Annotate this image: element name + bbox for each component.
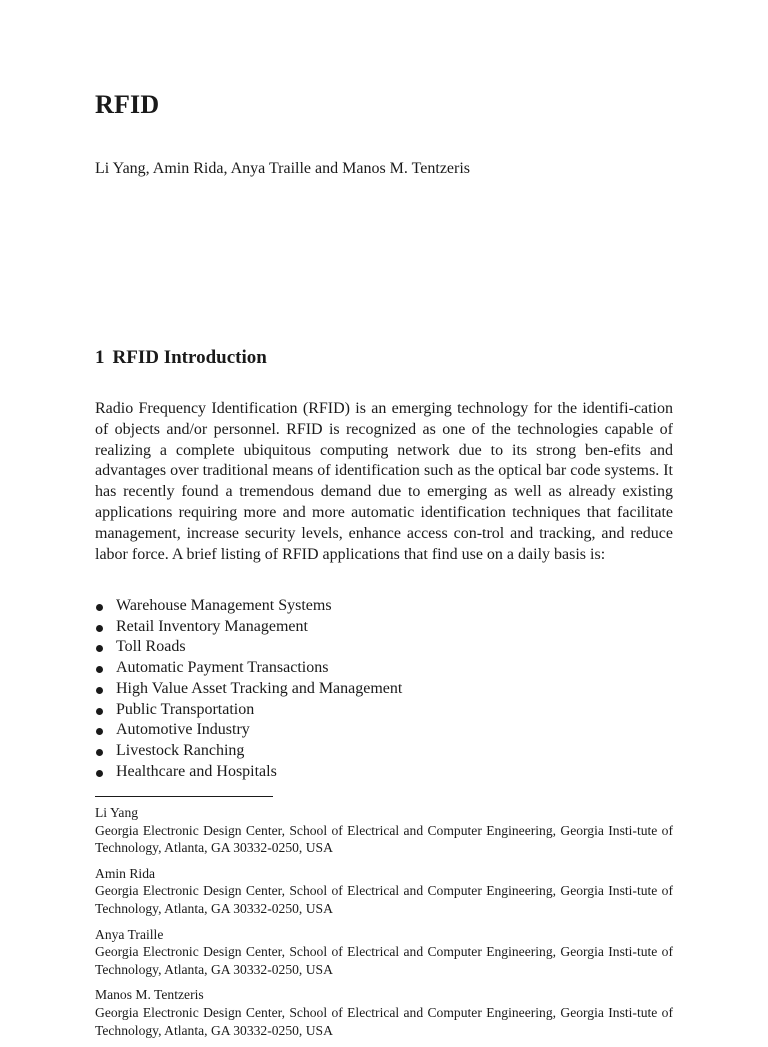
list-item — [95, 617, 402, 638]
list-item-label: Public Transportation — [116, 700, 255, 718]
affiliation-author: Manos M. Tentzeris — [95, 987, 204, 1003]
list-item-label: Retail Inventory Management — [116, 617, 308, 635]
bullet-icon — [96, 604, 103, 611]
list-item — [95, 700, 402, 721]
list-item-label: Warehouse Management Systems — [116, 597, 332, 614]
list-item-label: High Value Asset Tracking and Management — [116, 679, 403, 697]
list-item-label: Livestock Ranching — [116, 741, 245, 759]
affiliation-organization: Georgia Electronic Design Center, School of Electrical and Computer Engineering, Georgia Insti-tute of Technology, Atlanta, GA 30332-0250, USA — [95, 1004, 673, 1038]
intro-paragraph: Radio Frequency Identification (RFID) is an emerging technology for the identifi-cation of objects and/or personnel. RFID is recognized as one of the technologies capable of realizing a complete ubiquitous computing network due to its strong ben-efits and advantages over traditional means of identification such as the optical bar code systems. It has recently found a tremendous demand due to emerging as well as already existing applications requiring more and more automatic identification techniques that facilitate management, increase security levels, enhance access con-trol and tracking, and reduce labor force. A brief listing of RFID applications that find use on a daily basis is: — [95, 400, 673, 563]
list-item — [95, 762, 402, 783]
bullet-icon — [96, 770, 103, 777]
affiliation-entry — [95, 804, 673, 857]
affiliation-footnotes — [95, 804, 673, 1047]
section-heading — [95, 347, 267, 369]
affiliation-organization: Georgia Electronic Design Center, School of Electrical and Computer Engineering, Georgia Insti-tute of Technology, Atlanta, GA 30332-0250, USA — [95, 883, 673, 916]
bullet-icon — [96, 666, 103, 673]
bullet-icon — [96, 687, 103, 694]
application-list — [95, 596, 402, 782]
affiliation-author: Li Yang — [95, 805, 139, 820]
list-item — [95, 741, 402, 762]
affiliation-organization: Georgia Electronic Design Center, School of Electrical and Computer Engineering, Georgia Insti-tute of Technology, Atlanta, GA 30332-0250, USA — [95, 822, 673, 856]
list-item — [95, 596, 402, 617]
footnote-divider — [95, 796, 273, 797]
affiliation-entry — [95, 926, 673, 979]
list-item — [95, 658, 402, 679]
author-list: Li Yang, Amin Rida, Anya Traille and Manos M. Tentzeris — [95, 160, 471, 177]
list-item — [95, 679, 402, 700]
affiliation-organization: Georgia Electronic Design Center, School of Electrical and Computer Engineering, Georgia Insti-tute of Technology, Atlanta, GA 30332-0250, USA — [95, 944, 673, 977]
bullet-icon — [96, 749, 103, 756]
list-item-label: Healthcare and Hospitals — [116, 762, 277, 780]
affiliation-entry — [95, 986, 673, 1039]
affiliation-author: Anya Traille — [95, 926, 164, 942]
paper-title: RFID — [95, 90, 160, 119]
bullet-icon — [96, 645, 103, 652]
section-title: RFID Introduction — [112, 347, 267, 368]
affiliation-entry — [95, 865, 673, 918]
list-item-label: Automotive Industry — [116, 721, 250, 739]
bullet-icon — [96, 708, 103, 715]
list-item-label: Automatic Payment Transactions — [116, 659, 329, 677]
affiliation-author: Amin Rida — [95, 865, 156, 881]
list-item-label: Toll Roads — [116, 638, 186, 656]
bullet-icon — [96, 625, 103, 632]
section-number: 1 — [95, 347, 105, 368]
list-item — [95, 720, 402, 741]
list-item — [95, 637, 402, 658]
bullet-icon — [96, 728, 103, 735]
